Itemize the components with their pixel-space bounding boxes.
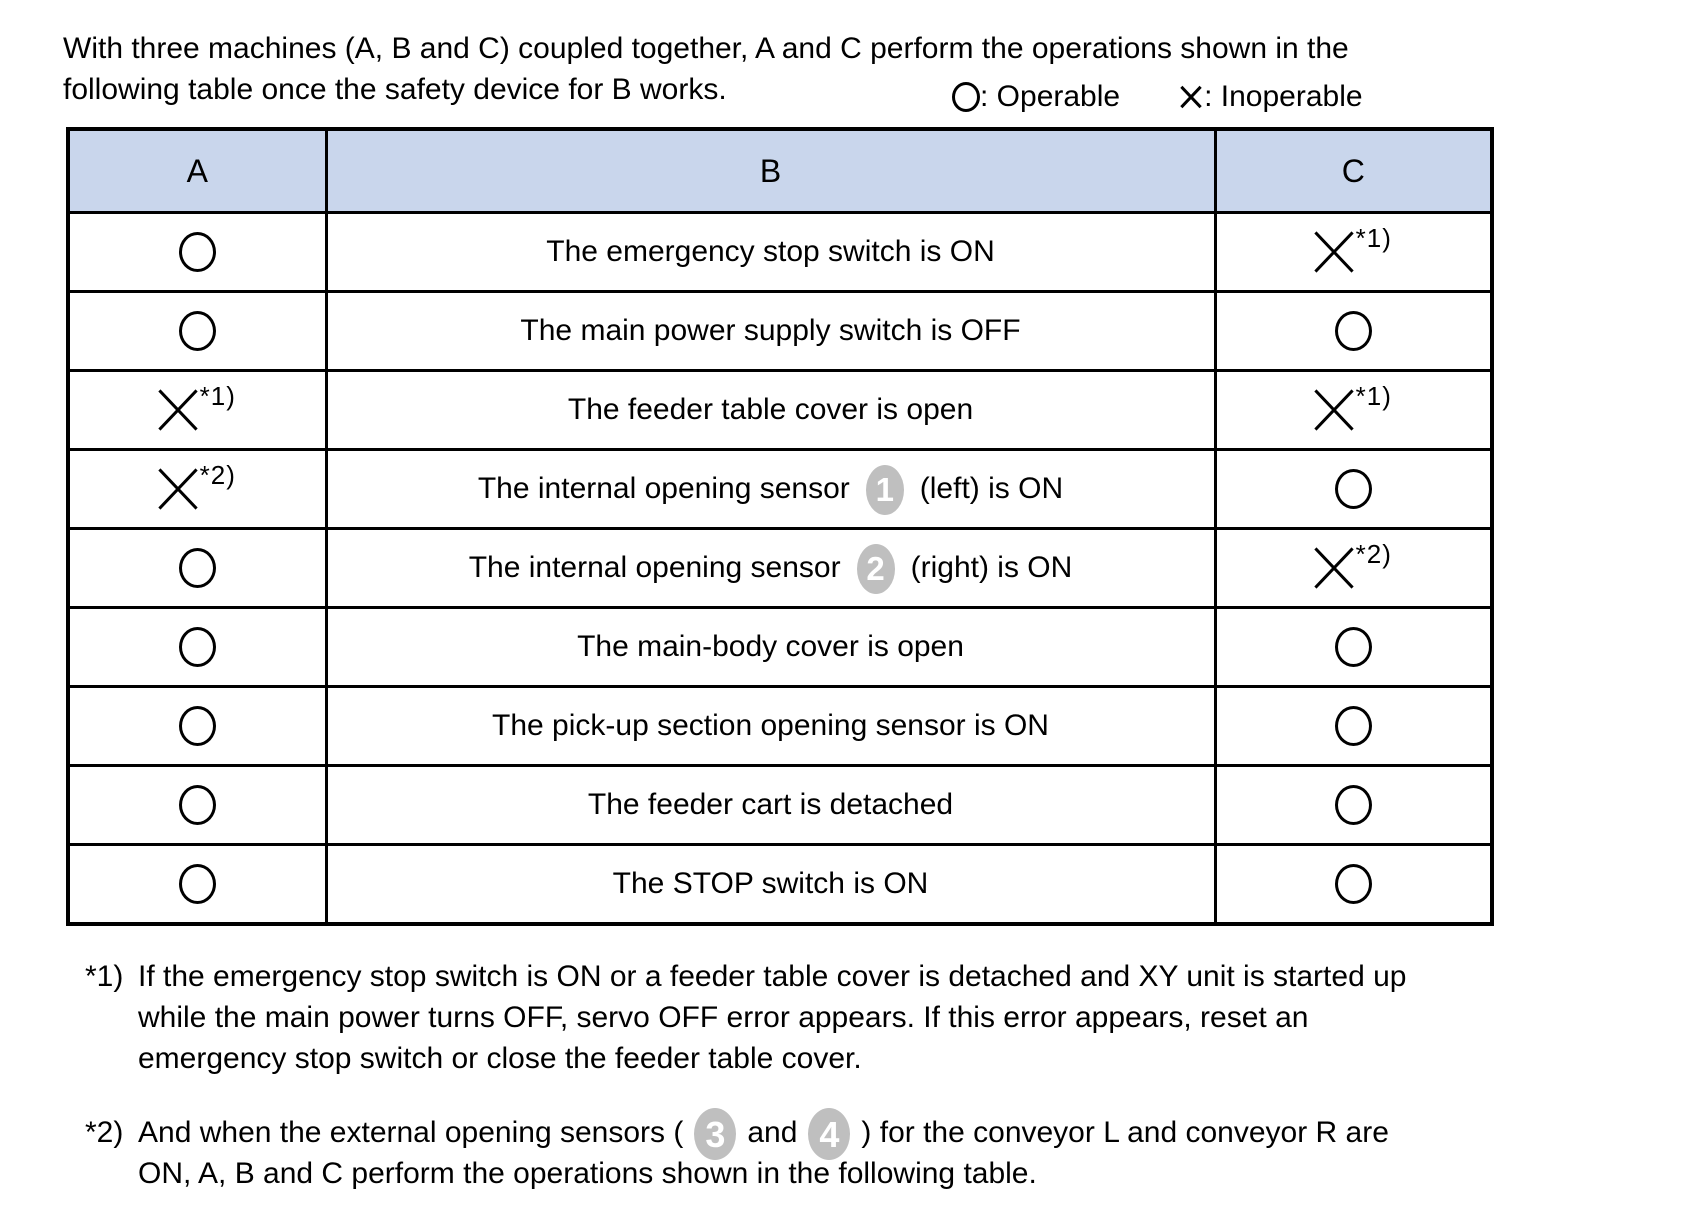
intro-line-1: With three machines (A, B and C) coupled together, A and C perform the operations shown in the: [63, 32, 1349, 65]
footnote-ref: *2): [1355, 538, 1392, 569]
circle-icon: [179, 311, 216, 351]
cross-icon: [159, 390, 197, 430]
sensor-number-badge: 3: [694, 1108, 736, 1160]
table-row: [68, 529, 1492, 608]
cell-c: [1215, 845, 1492, 925]
table-row: [68, 687, 1492, 766]
text-segment: (right) is ON: [910, 551, 1073, 584]
text-segment: ON, A, B and C perform the operations shown in the following table.: [138, 1157, 1037, 1190]
circle-icon: [179, 627, 216, 667]
cell-a: [68, 371, 326, 450]
text-segment: The main-body cover is open: [577, 630, 964, 663]
operable-mark: [179, 866, 216, 899]
cell-c: [1215, 450, 1492, 529]
inoperable-mark: [1315, 538, 1392, 583]
text-segment: ) for the conveyor L and conveyor R are: [861, 1116, 1389, 1149]
inoperable-mark: [1315, 380, 1392, 425]
legend-operable: [952, 80, 1120, 114]
operable-mark: [179, 708, 216, 741]
cell-b: [326, 371, 1215, 450]
operable-mark: [1335, 629, 1372, 662]
operable-mark: [1335, 708, 1372, 741]
text-segment: If the emergency stop switch is ON or a feeder table cover is detached and XY unit is started up: [138, 960, 1407, 993]
legend-operable-label: : Operable: [980, 80, 1121, 113]
text-segment: The feeder cart is detached: [587, 788, 954, 821]
sensor-number-badge: 4: [808, 1108, 850, 1160]
inoperable-mark: [159, 459, 236, 504]
footnote-line: [138, 956, 1406, 997]
inoperable-mark: [159, 380, 236, 425]
intro-line-2: following table once the safety device for B works.: [63, 73, 727, 106]
legend: [952, 80, 1363, 114]
cell-b: [326, 766, 1215, 845]
cell-b: [326, 450, 1215, 529]
cross-icon: [1315, 232, 1353, 272]
cell-b: [326, 608, 1215, 687]
footnote-ref: *1): [1355, 222, 1392, 253]
text-segment: and: [747, 1116, 798, 1149]
cell-b: [326, 292, 1215, 371]
footnote-marker: *2): [85, 1116, 124, 1149]
operable-mark: [1335, 471, 1372, 504]
footnote-line: [138, 1112, 1389, 1153]
text-segment: The emergency stop switch is ON: [546, 235, 995, 268]
footnote-ref: *1): [1355, 380, 1392, 411]
cross-icon: [1315, 390, 1353, 430]
cell-a: [68, 687, 326, 766]
cell-a: [68, 450, 326, 529]
footnote-ref: *1): [199, 380, 236, 411]
column-header-c: C: [1215, 129, 1492, 213]
column-header-b: B: [326, 129, 1215, 213]
cell-a: [68, 213, 326, 292]
text-segment: The internal opening sensor: [477, 472, 850, 505]
circle-icon: [1335, 627, 1372, 667]
cell-a: [68, 766, 326, 845]
operable-mark: [179, 234, 216, 267]
text-segment: The STOP switch is ON: [612, 867, 929, 900]
cell-a: [68, 292, 326, 371]
operable-mark: [179, 550, 216, 583]
cell-b: [326, 213, 1215, 292]
operable-mark: [179, 313, 216, 346]
circle-icon: [179, 864, 216, 904]
operable-mark: [1335, 787, 1372, 820]
circle-icon: [179, 548, 216, 588]
circle-icon: [179, 232, 216, 272]
cell-c: [1215, 687, 1492, 766]
footnote-ref: *2): [199, 459, 236, 490]
table-row: [68, 213, 1492, 292]
footnote-2: [85, 1112, 1389, 1194]
footnote-line: [138, 997, 1406, 1038]
text-segment: The pick-up section opening sensor is ON: [492, 709, 1049, 742]
cross-icon: [159, 469, 197, 509]
table-row: [68, 608, 1492, 687]
cell-c: [1215, 292, 1492, 371]
circle-icon: [1335, 469, 1372, 509]
sensor-number-badge: 1: [866, 465, 904, 515]
cell-c: [1215, 766, 1492, 845]
footnote-text: [138, 1112, 1389, 1194]
text-segment: The main power supply switch is OFF: [520, 314, 1021, 347]
table-row: [68, 845, 1492, 925]
text-segment: while the main power turns OFF, servo OFF error appears. If this error appears, reset an: [138, 1001, 1309, 1034]
table-header-row: [68, 129, 1492, 213]
operable-mark: [1335, 866, 1372, 899]
cell-c: [1215, 213, 1492, 292]
table-row: [68, 292, 1492, 371]
cell-a: [68, 845, 326, 925]
cell-a: [68, 529, 326, 608]
operable-mark: [179, 629, 216, 662]
legend-inoperable: [1178, 80, 1362, 114]
text-segment: emergency stop switch or close the feeder table cover.: [138, 1042, 862, 1075]
cell-b: [326, 845, 1215, 925]
cell-a: [68, 608, 326, 687]
table-row: [68, 371, 1492, 450]
cell-c: [1215, 608, 1492, 687]
cell-b: [326, 687, 1215, 766]
footnote-text: [138, 956, 1406, 1079]
operations-table: [66, 127, 1494, 926]
table-row: [68, 450, 1492, 529]
footnote-line: [138, 1153, 1389, 1194]
footnote-1: [85, 956, 1406, 1079]
operable-mark: [1335, 313, 1372, 346]
circle-icon: [179, 785, 216, 825]
circle-icon: [1335, 706, 1372, 746]
text-segment: (left) is ON: [919, 472, 1064, 505]
cell-c: [1215, 371, 1492, 450]
footnote-line: [138, 1038, 1406, 1079]
text-segment: The feeder table cover is open: [567, 393, 974, 426]
text-segment: And when the external opening sensors (: [138, 1116, 684, 1149]
operable-circle-icon: [952, 82, 980, 112]
cell-b: [326, 529, 1215, 608]
circle-icon: [1335, 864, 1372, 904]
table-row: [68, 766, 1492, 845]
operable-mark: [179, 787, 216, 820]
circle-icon: [179, 706, 216, 746]
inoperable-mark: [1315, 222, 1392, 267]
inoperable-cross-icon: [1180, 86, 1202, 108]
circle-icon: [1335, 311, 1372, 351]
cell-c: [1215, 529, 1492, 608]
cross-icon: [1315, 548, 1353, 588]
column-header-a: A: [68, 129, 326, 213]
legend-inoperable-label: : Inoperable: [1204, 80, 1363, 113]
circle-icon: [1335, 785, 1372, 825]
sensor-number-badge: 2: [857, 544, 895, 594]
footnote-marker: *1): [85, 960, 124, 993]
text-segment: The internal opening sensor: [468, 551, 841, 584]
